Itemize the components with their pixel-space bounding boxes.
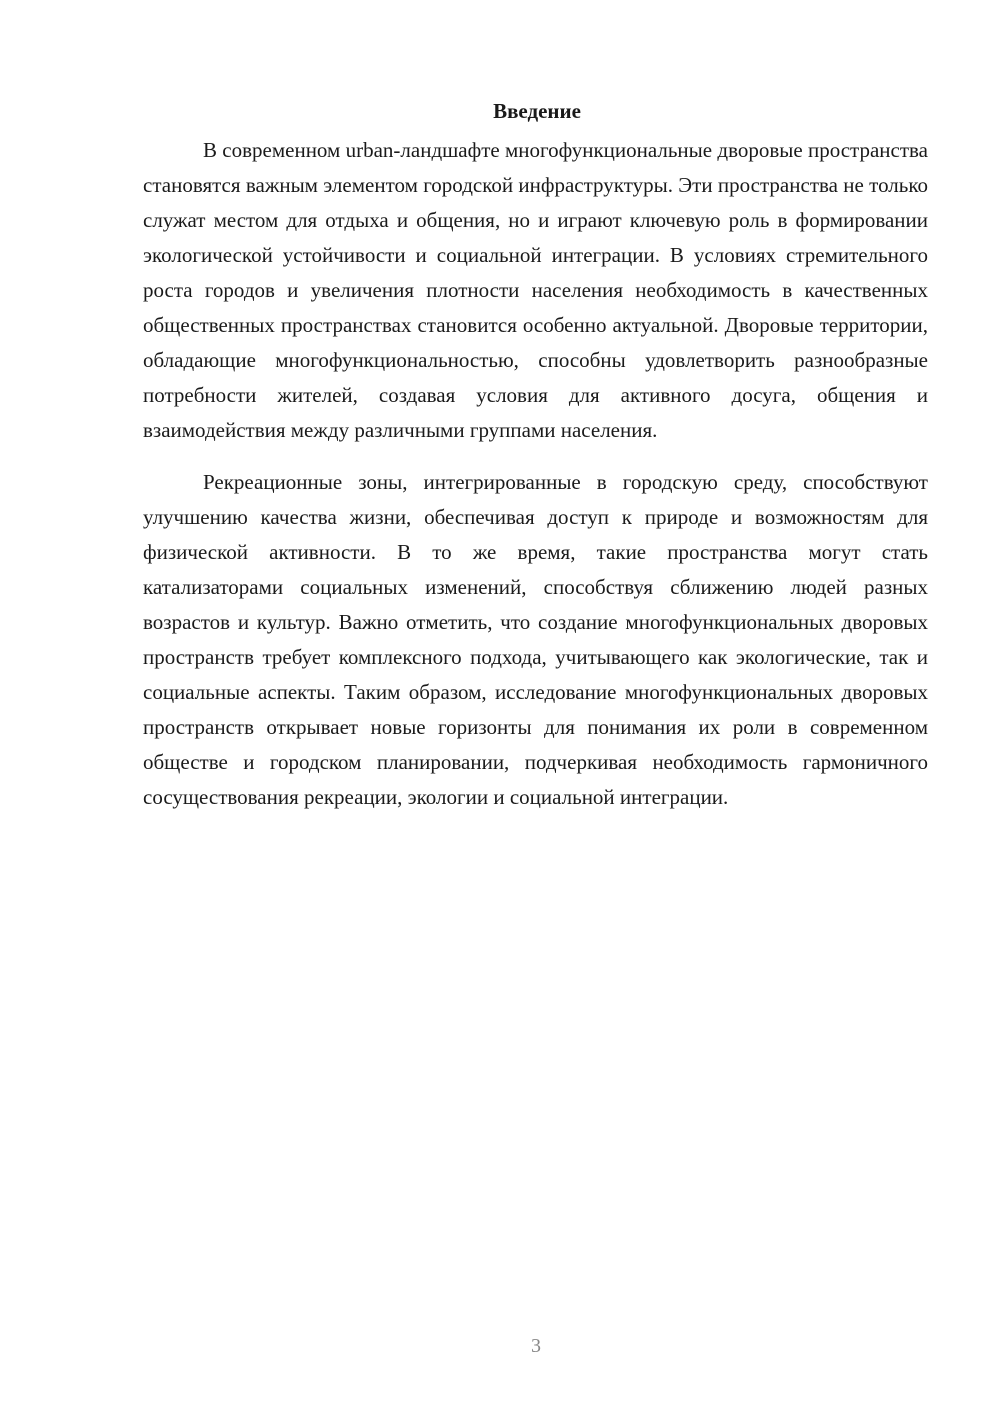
document-body (143, 94, 928, 815)
section-title: Введение (493, 99, 581, 123)
paragraph-intro: В современном urban-ландшафте многофункциональные дворовые пространства становятся важным элементом городской инфраструктуры. Эти пространства не только служат местом для отдыха и общения, но и играют ключевую роль в формировании экологической устойчивости и социальной интеграции. В условиях стремительного роста городов и увеличения плотности населения необходимость в качественных общественных пространствах становится особенно актуальной. Дворовые территории, обладающие многофункциональностью, способны удовлетворить разнообразные потребности жителей, создавая условия для активного досуга, общения и взаимодействия между различными группами населения. (143, 138, 928, 442)
page-number: 3 (531, 1335, 541, 1357)
paragraph-recreation: Рекреационные зоны, интегрированные в городскую среду, способствуют улучшению качества жизни, обеспечивая доступ к природе и возможностям для физической активности. В то же время, такие пространства могут стать катализаторами социальных изменений, способствуя сближению людей разных возрастов и культур. Важно отметить, что создание многофункциональных дворовых пространств требует комплексного подхода, учитывающего как экологические, так и социальные аспекты. Таким образом, исследование многофункциональных дворовых пространств открывает новые горизонты для понимания их роли в современном обществе и городском планировании, подчеркивая необходимость гармоничного сосуществования рекреации, экологии и социальной интеграции. (143, 470, 928, 809)
